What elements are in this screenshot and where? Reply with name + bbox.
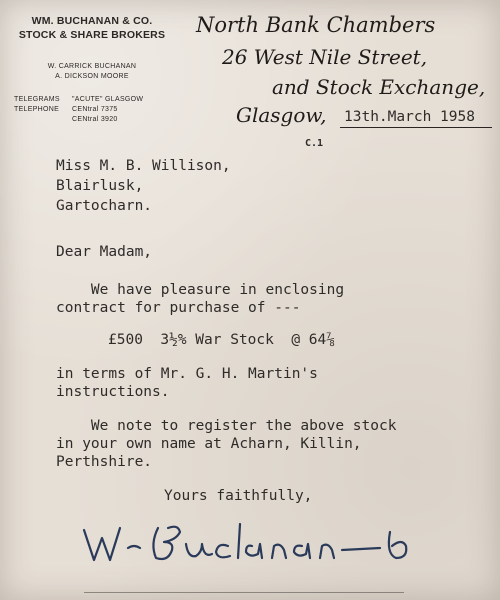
telephone-row [14, 115, 184, 125]
signature [80, 518, 460, 568]
firm-header [12, 14, 172, 42]
telegrams-label: TELEGRAMS [14, 96, 60, 103]
body-line: contract for purchase of --- [56, 300, 301, 316]
telephone-number: CENtral 7375 [72, 106, 118, 113]
body-line: We have pleasure in enclosing [56, 282, 345, 298]
address-city: Glasgow, [236, 103, 327, 127]
telegrams-value: "ACUTE" GLASGOW [72, 96, 144, 103]
reference-mark: C.1 [305, 138, 324, 149]
body-line: in terms of Mr. G. H. Martin's [56, 366, 318, 382]
telephone-number: CENtral 3920 [72, 116, 118, 123]
salutation: Dear Madam, [56, 244, 153, 260]
recipient-line: Miss M. B. Willison, [56, 158, 231, 174]
body-line: We note to register the above stock [56, 418, 397, 434]
body-line: instructions. [56, 384, 170, 400]
address-line: North Bank Chambers [196, 13, 436, 37]
closing: Yours faithfully, [164, 488, 313, 504]
stock-line: £500 3½% War Stock @ 64⅞ [108, 332, 335, 348]
firm-role: STOCK & SHARE BROKERS [18, 29, 166, 41]
address-line: 26 West Nile Street, [222, 45, 428, 69]
recipient-line: Blairlusk, [56, 178, 144, 194]
date-underline [340, 127, 492, 128]
signature-rule [84, 592, 404, 593]
letter-date: 13th.March 1958 [344, 109, 475, 125]
body-line: Perthshire. [56, 454, 153, 470]
body-line: in your own name at Acharn, Killin, [56, 436, 362, 452]
address-line: and Stock Exchange, [272, 75, 486, 99]
partner-name: A. DICKSON MOORE [55, 73, 129, 80]
partner-name: W. CARRICK BUCHANAN [47, 63, 137, 70]
telephone-row [14, 105, 184, 115]
recipient-line: Gartocharn. [56, 198, 153, 214]
telephone-label-spacer [14, 115, 72, 125]
telegrams-row [14, 95, 184, 105]
firm-name: WM. BUCHANAN & CO. [31, 15, 153, 27]
partners-block [12, 62, 172, 82]
telephone-label: TELEPHONE [14, 106, 60, 113]
contact-block [14, 95, 184, 125]
